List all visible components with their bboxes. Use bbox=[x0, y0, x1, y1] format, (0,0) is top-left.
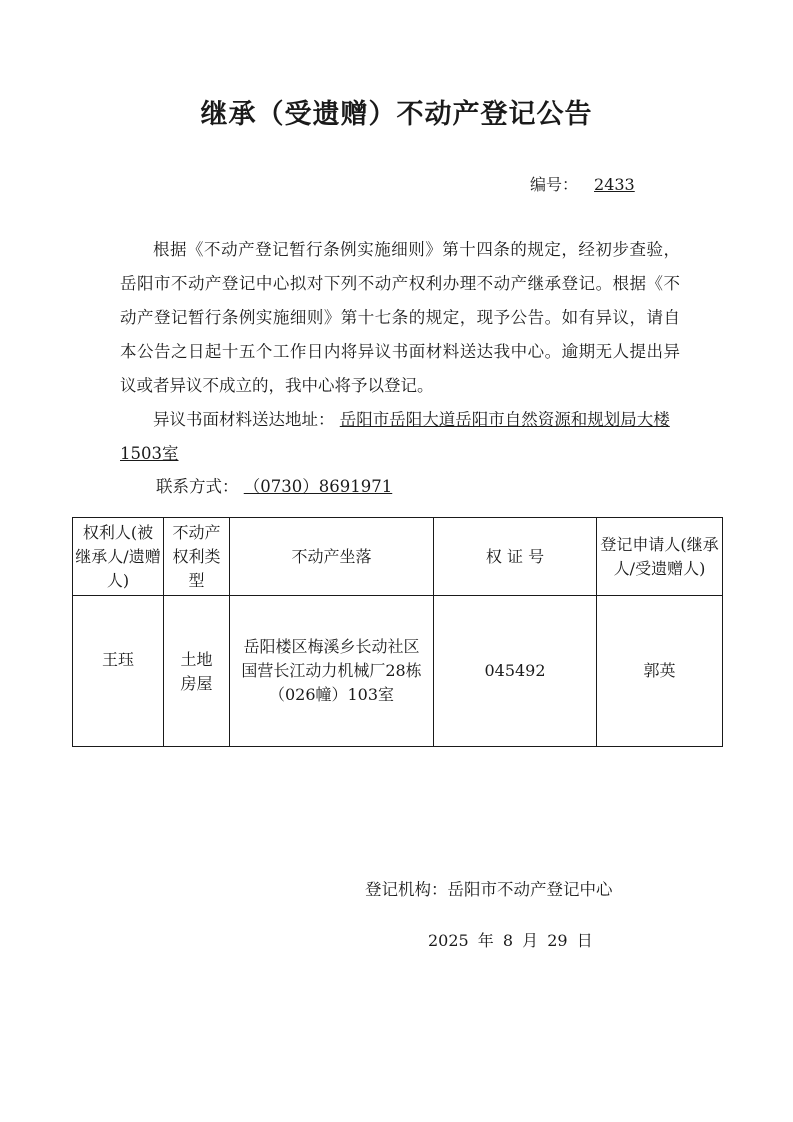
document-number-label: 编号： bbox=[530, 175, 579, 194]
cell-right-holder: 王珏 bbox=[73, 596, 164, 747]
objection-address-value: 岳阳市岳阳大道岳阳市自然资源和规划局大楼1503室 bbox=[120, 410, 670, 463]
header-certificate-number: 权 证 号 bbox=[434, 518, 597, 596]
header-location: 不动产坐落 bbox=[230, 518, 434, 596]
cell-right-type: 土地房屋 bbox=[164, 596, 230, 747]
cell-applicant: 郭英 bbox=[597, 596, 723, 747]
cell-certificate-number: 045492 bbox=[434, 596, 597, 747]
table-row bbox=[73, 596, 723, 747]
issuer-label: 登记机构： bbox=[365, 880, 448, 899]
header-right-type: 不动产权利类型 bbox=[164, 518, 230, 596]
table-header-row bbox=[73, 518, 723, 596]
contact-info bbox=[156, 470, 392, 504]
property-record-table bbox=[72, 517, 723, 747]
notice-title: 继承（受遗赠）不动产登记公告 bbox=[200, 99, 593, 130]
header-applicant: 登记申请人(继承人/受遗赠人) bbox=[597, 518, 723, 596]
cell-location: 岳阳楼区梅溪乡长动社区国营长江动力机械厂28栋（026幢）103室 bbox=[230, 596, 434, 747]
document-number-value: 2433 bbox=[594, 175, 635, 194]
notice-body-paragraph: 根据《不动产登记暂行条例实施细则》第十四条的规定，经初步查验，岳阳市不动产登记中心拟对下列不动产权利办理不动产继承登记。根据《不动产登记暂行条例实施细则》第十七条的规定，现予公告。如有异议，请自本公告之日起十五个工作日内将异议书面材料送达我中心。逾期无人提出异议或者异议不成立的，我中心将予以登记。 bbox=[120, 240, 680, 395]
document-number bbox=[530, 172, 635, 195]
objection-address-label: 异议书面材料送达地址： bbox=[153, 410, 335, 429]
header-right-holder: 权利人(被继承人/遗赠人) bbox=[73, 518, 164, 596]
issuer-value: 岳阳市不动产登记中心 bbox=[447, 880, 613, 899]
issue-date: 2025 年 8 月 29 日 bbox=[428, 931, 593, 950]
contact-value: （0730）8691971 bbox=[243, 477, 393, 496]
issuing-authority bbox=[365, 876, 613, 900]
objection-address bbox=[120, 403, 680, 471]
contact-label: 联系方式： bbox=[156, 477, 239, 496]
